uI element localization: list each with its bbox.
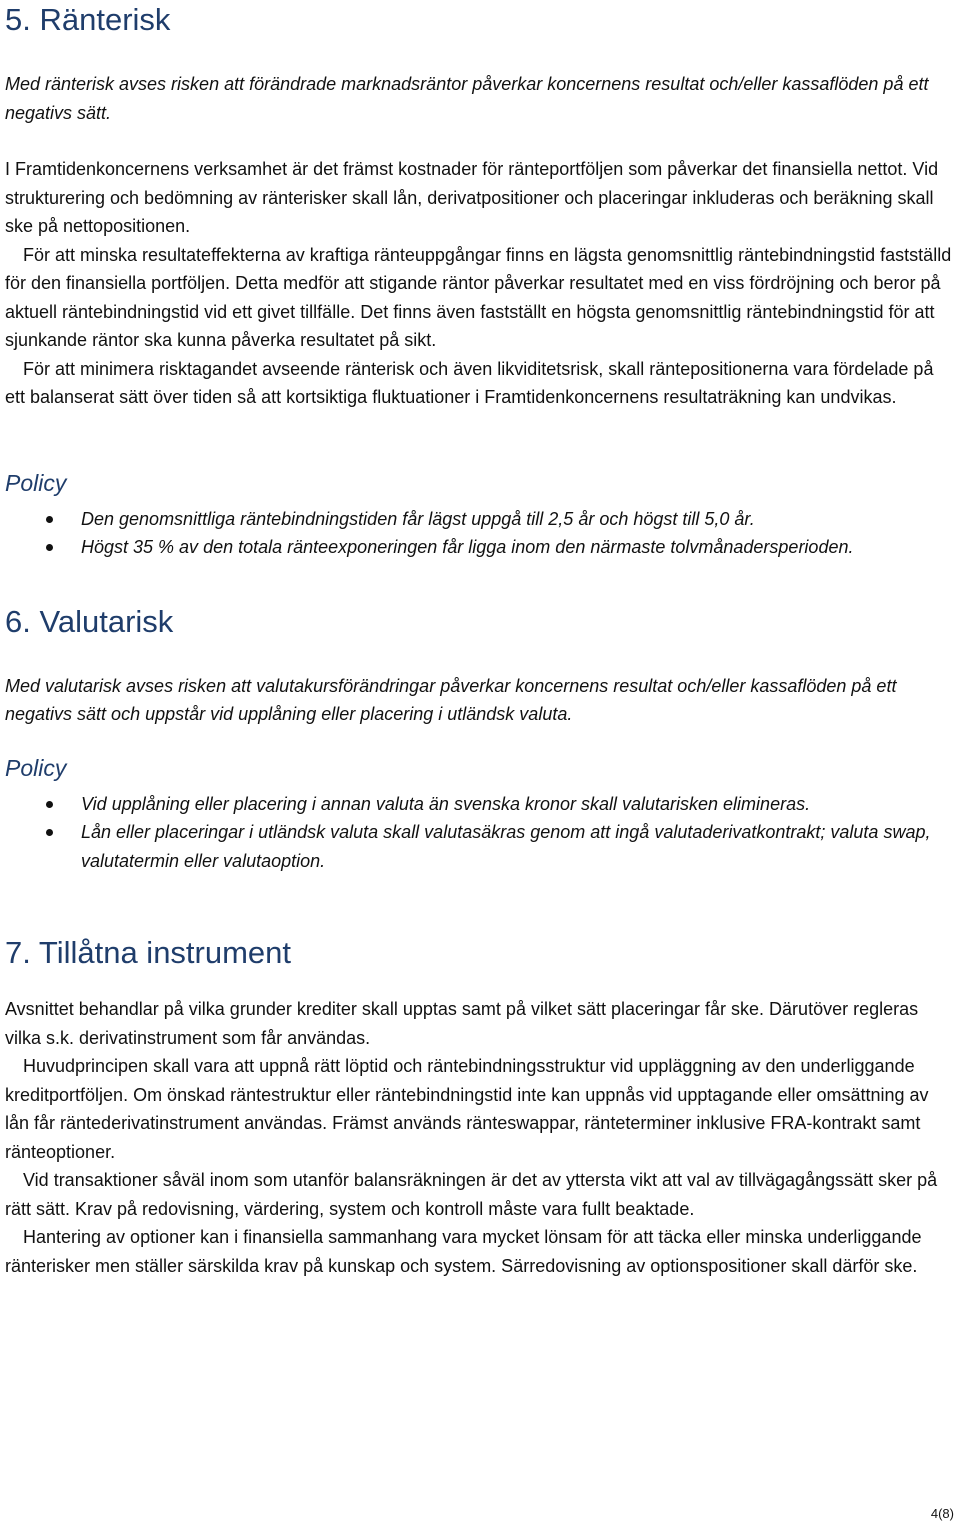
policy-item-text: Lån eller placeringar i utländsk valuta skall valutasäkras genom att ingå valutaderivatkontrakt; valuta swap, valutatermin eller valutaoption. (81, 822, 931, 871)
section-7-paragraph-1: Avsnittet behandlar på vilka grunder krediter skall upptas samt på vilket sätt placeringar får ske. Därutöver regleras vilka s.k. derivatinstrument som får användas. (5, 999, 919, 1048)
section-5-policy-list (5, 505, 955, 562)
document-page (5, 0, 955, 1280)
list-item (5, 533, 955, 562)
bullet-icon (46, 801, 53, 808)
section-5-intro: Med ränterisk avses risken att förändrade marknadsräntor påverkar koncernens resultat och/eller kassaflöden på ett negativs sätt. (5, 74, 929, 123)
section-6-title: 6. Valutarisk (5, 603, 174, 639)
section-6-intro: Med valutarisk avses risken att valutakursförändringar påverkar koncernens resultat och/eller kassaflöden på ett negativs sätt och uppstår vid upplåning eller placering i utländsk valuta. (5, 675, 897, 724)
section-5-title: 5. Ränterisk (5, 2, 171, 37)
section-5-paragraph-3: För att minimera risktagandet avseende ränterisk och även likviditetsrisk, skall räntepositionerna vara fördelade på ett balanserat sätt över tiden så att kortsiktiga fluktuationer i Framtidenkoncernens resultaträkning kan undvikas. (5, 358, 934, 407)
section-7-paragraph-2: Huvudprincipen skall vara att uppnå rätt löptid och räntebindningsstruktur vid uppläggning av den underliggande kreditportföljen. Om önskad räntestruktur eller räntebindningstid inte kan uppnås vid upptagande eller omsättning av lån får räntederivatinstrument användas. Främst används ränteswappar, ränteterminer inklusive FRA-kontrakt samt ränteoptioner. (5, 1056, 929, 1162)
section-5-paragraph-2: För att minska resultateffekterna av kraftiga ränteuppgångar finns en lägsta genomsnittlig räntebindningstid fastställd för den finansiella portföljen. Detta medför att stigande räntor påverkar resultatet med en viss fördröjning och beror på aktuell räntebindningstid vid ett givet tillfälle. Det finns även fastställt en högsta genomsnittlig räntebindningstid för att sjunkande räntor ska kunna påverka resultatet på sikt. (5, 244, 952, 350)
list-item (5, 505, 955, 534)
section-5-paragraph-1: I Framtidenkoncernens verksamhet är det främst kostnader för ränteportföljen som påverkar det finansiella nettot. Vid strukturering och bedömning av ränterisker skall lån, derivatpositioner och placeringar inkluderas och beräkning skall ske på nettopositionen. (5, 159, 939, 236)
policy-item-text: Den genomsnittliga räntebindningstiden får lägst uppgå till 2,5 år och högst till 5,0 år. (81, 508, 755, 529)
section-6-policy-list (5, 790, 955, 876)
section-5-policy-heading: Policy (5, 469, 67, 496)
bullet-icon (46, 516, 53, 523)
bullet-icon (46, 544, 53, 551)
list-item (5, 818, 955, 875)
bullet-icon (46, 829, 53, 836)
section-7-title: 7. Tillåtna instrument (5, 935, 292, 970)
section-7-paragraph-4: Hantering av optioner kan i finansiella sammanhang vara mycket lönsam för att täcka eller minska underliggande ränterisker men ställer särskilda krav på kunskap och system. Särredovisning av optionspositioner skall därför ske. (5, 1227, 922, 1276)
section-6-policy-heading: Policy (5, 754, 67, 781)
section-7-paragraph-3: Vid transaktioner såväl inom som utanför balansräkningen är det av yttersta vikt att val av tillvägagångssätt sker på rätt sätt. Krav på redovisning, värdering, system och kontroll måste vara fullt beaktade. (5, 1170, 938, 1219)
policy-item-text: Vid upplåning eller placering i annan valuta än svenska kronor skall valutarisken elimineras. (81, 793, 811, 814)
page-number: 4(8) (930, 1506, 954, 1521)
list-item (5, 790, 955, 819)
policy-item-text: Högst 35 % av den totala ränteexponeringen får ligga inom den närmaste tolvmånadersperioden. (81, 537, 854, 557)
